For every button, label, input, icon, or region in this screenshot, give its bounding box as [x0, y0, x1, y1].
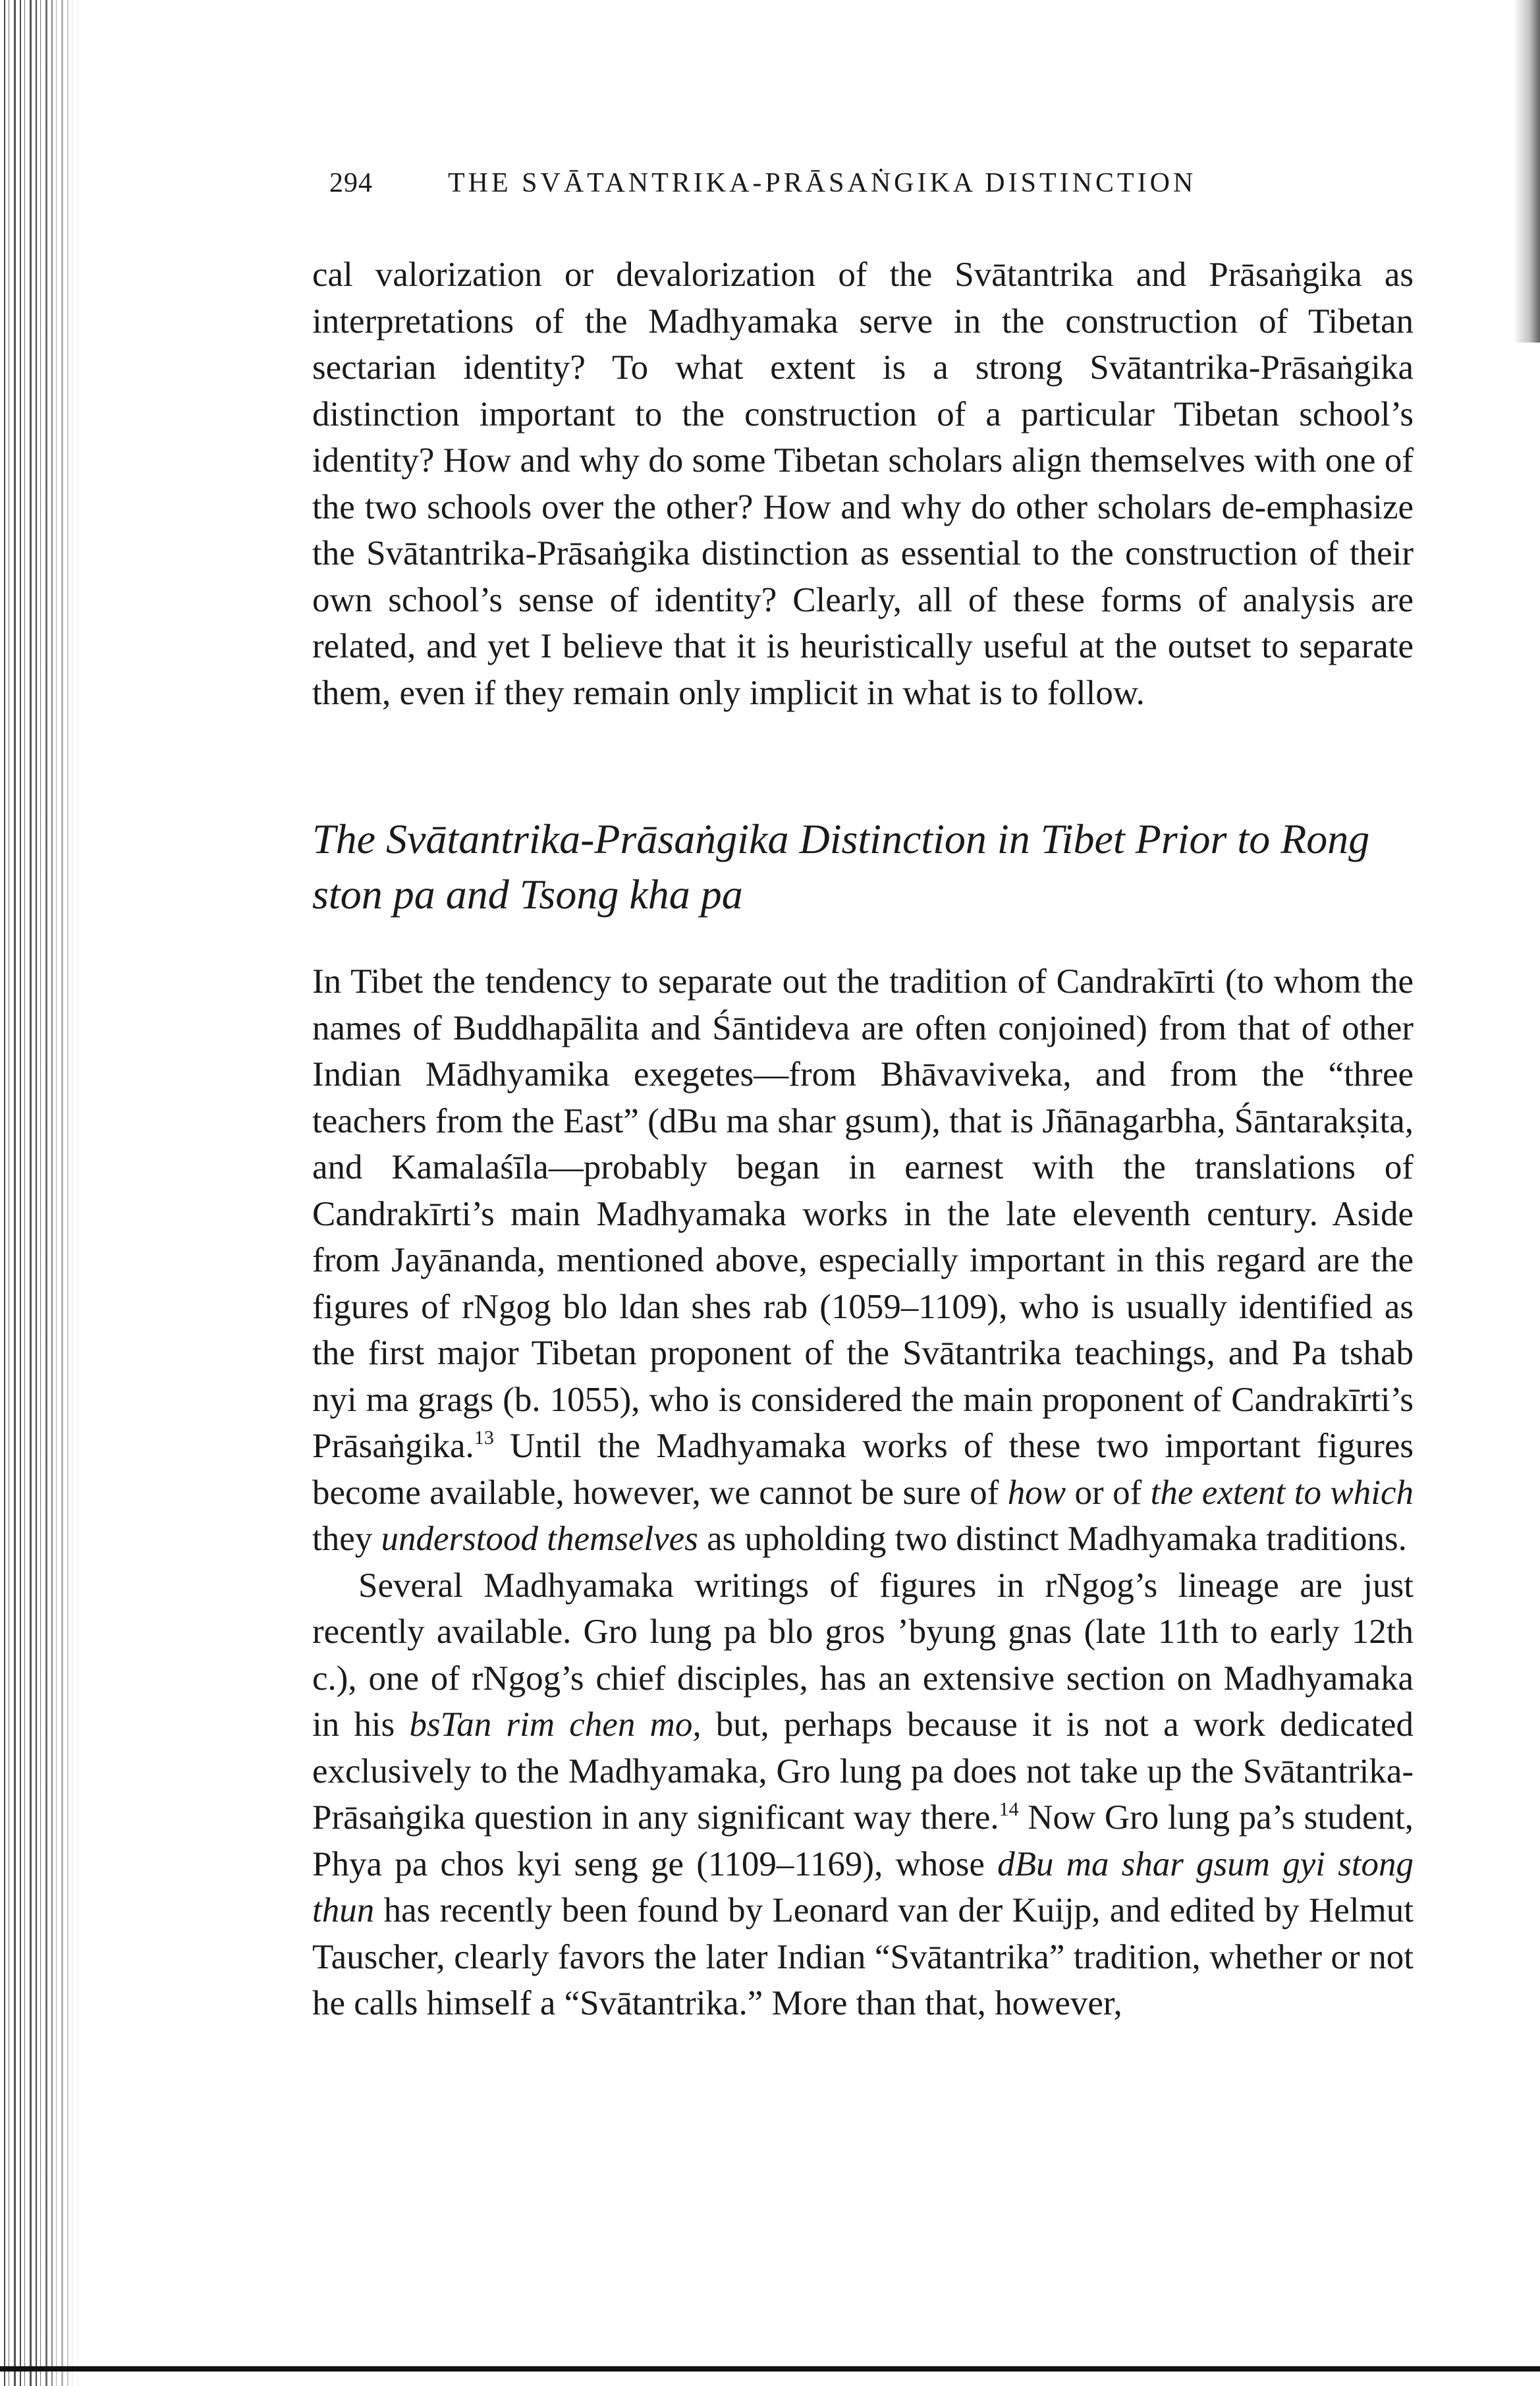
opening-paragraph-block	[312, 252, 1414, 716]
page-number: 294	[329, 168, 373, 198]
binding-fade	[40, 0, 79, 2386]
paragraph-3-text-d: has recently been found by Leonard van der Kuijp, and edited by Helmut Tauscher, clearly favors the later Indian “Svātantrika” tradition, whether or not he calls himself a “Svātantrika.” More than that, however,	[312, 1891, 1414, 2022]
section-body	[312, 958, 1414, 2027]
paragraph-3-italic-title-1: bsTan rim chen mo,	[409, 1706, 701, 1744]
paragraph-2-italic-how: how	[1007, 1473, 1066, 1512]
paragraph-2-text-a: In Tibet the tendency to separate out the tradition of Candrakīrti (to whom the names of Buddhapālita and Śāntideva are often conjoined) from that of other Indian Mādhyamika exegetes—from Bhāvaviveka, and from the “three teachers from the East” (dBu ma shar gsum), that is Jñānagarbha, Śāntarakṣita, and Kamalaśīla—probably began in earnest with the translations of Candrakīrti’s main Madhyamaka works in the late eleventh century. Aside from Jayānanda, mentioned above, especially important in this regard are the figures of rNgog blo ldan shes rab (1059–1109), who is usually identified as the first major Tibetan proponent of the Svātantrika teachings, and Pa tshab nyi ma grags (b. 1055), who is considered the main proponent of Candrakīrti’s Prāsaṅgika.	[312, 962, 1414, 1465]
paragraph-2-text-b: Until the Madhyamaka works of these two important figures become available, however, we cannot be sure of	[312, 1427, 1414, 1512]
paragraph-2-italic-extent: the extent to which	[1150, 1473, 1414, 1512]
paragraph-1: cal valorization or devalorization of the Svātantrika and Prāsaṅgika as interpretations of the Madhyamaka serve in the construction of Tibetan sectarian identity? To what extent is a strong Svātantrika-Prāsaṅgika distinction important to the construction of a particular Tibetan school’s identity? How and why do some Tibetan scholars align themselves with one of the two schools over the other? How and why do other scholars de-emphasize the Svātantrika-Prāsaṅgika distinction as essential to the construction of their own school’s sense of identity? Clearly, all of these forms of analysis are related, and yet I believe that it is heuristically useful at the outset to separate them, even if they remain only implicit in what is to follow.	[312, 256, 1414, 712]
paragraph-3-text-b: but, perhaps because it is not a work dedicated exclusively to the Madhyamaka, Gro lung pa does not take up the Svātantrika-Prāsaṅgika question in any significant way there.	[312, 1706, 1414, 1837]
paragraph-3-text-a: Several Madhyamaka writings of figures in rNgog’s lineage are just recently available. Gro lung pa blo gros ’byung gnas (late 11th to early 12th c.), one of rNgog’s chief disciples, has an extensive section on Madhyamaka in his	[312, 1566, 1414, 1744]
footnote-marker-13[interactable]: 13	[474, 1427, 494, 1449]
paragraph-3	[312, 1563, 1414, 2027]
page-edge-shadow	[1514, 0, 1540, 343]
paragraph-2-text-d: they	[312, 1520, 381, 1558]
footnote-marker-14[interactable]: 14	[999, 1798, 1019, 1820]
paragraph-3-text-c: Now Gro lung pa’s student, Phya pa chos kyi seng ge (1109–1169), whose	[312, 1798, 1414, 1883]
running-head	[329, 167, 1449, 199]
paragraph-2	[312, 958, 1414, 1563]
paragraph-2-text-e: as upholding two distinct Madhyamaka traditions.	[698, 1520, 1407, 1558]
section-heading: The Svātantrika-Prāsaṅgika Distinction in Tibet Prior to Rong ston pa and Tsong kha pa	[312, 816, 1370, 918]
running-head-title: THE SVĀTANTRIKA-PRĀSAṄGIKA DISTINCTION	[448, 168, 1197, 198]
paragraph-2-italic-understood: understood themselves	[381, 1520, 698, 1558]
paragraph-3-italic-title-2: dBu ma shar gsum gyi stong thun	[312, 1845, 1414, 1929]
paragraph-2-text-c: or of	[1066, 1473, 1151, 1512]
bottom-rule	[0, 2366, 1540, 2372]
